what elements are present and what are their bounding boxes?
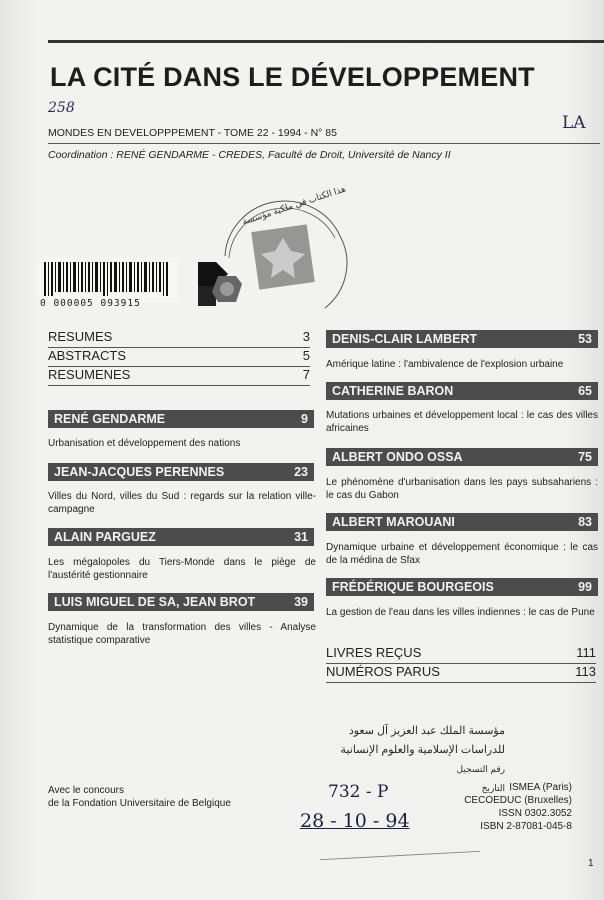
top-rule [48, 40, 604, 43]
publisher-logo [198, 262, 242, 306]
toc-entry-page: 3 [302, 329, 310, 344]
publisher-line: ISSN 0302.3052 [498, 808, 572, 819]
article-title: Le phénomène d'urbanisation dans les pays subsahariens : le cas du Gabon [326, 477, 598, 501]
toc-entry-resumenes [48, 366, 310, 386]
article-page: 99 [578, 580, 592, 594]
stamp-text: هذا الكتاب في ملكية مؤسسة [240, 183, 347, 227]
coordination-line: Coordination : RENÉ GENDARME - CREDES, Faculté de Droit, Université de Nancy II [48, 149, 451, 161]
publisher-line: ISBN 2-87081-045-8 [480, 821, 572, 832]
toc-entry-page: 5 [302, 348, 310, 363]
article-author: ALBERT ONDO OSSA [332, 450, 463, 464]
article-author-bar [326, 448, 598, 466]
stamp-line: التاريخ [481, 783, 505, 793]
stamp-line: مؤسسة الملك عبد العزيز آل سعود [348, 725, 505, 737]
toc-entry-page: 111 [576, 645, 596, 660]
article-author-bar [326, 578, 598, 596]
stamp-line: للدراسات الإسلامية والعلوم الإنسانية [340, 744, 505, 756]
ownership-stamp [215, 183, 355, 326]
article-author: LUIS MIGUEL DE SA, JEAN BROT [54, 595, 256, 609]
footer-support [48, 784, 231, 810]
article-title: La gestion de l'eau dans les villes indiennes : le cas de Pune [326, 607, 595, 618]
toc-entry-label: NUMÉROS PARUS [326, 664, 440, 679]
article-author: RENÉ GENDARME [54, 412, 166, 426]
barcode-number: 0 000005 093915 [40, 298, 141, 309]
toc-entry-page: 113 [575, 664, 596, 679]
article-author-bar [48, 528, 314, 546]
toc-entry-label: LIVRES REÇUS [326, 645, 422, 660]
subtitle-rule [48, 143, 600, 144]
article-author: CATHERINE BARON [332, 384, 454, 398]
article-author-bar [326, 513, 598, 531]
journal-subtitle: MONDES EN DEVELOPPPEMENT - TOME 22 - 1994 - N° 85 [48, 127, 337, 139]
article-author-bar [48, 463, 314, 481]
handwritten-date: 28 - 10 - 94 [300, 810, 410, 832]
stamp-line: رقم التسجيل [456, 764, 505, 774]
toc-entry-label: RESUMES [48, 329, 113, 344]
handwritten-corner-mark: LA [562, 113, 586, 133]
article-author-bar [48, 593, 314, 611]
article-author: DENIS-CLAIR LAMBERT [332, 332, 478, 346]
article-page: 75 [578, 450, 592, 464]
article-title: Urbanisation et développement des nations [48, 438, 241, 449]
article-title: Les mégalopoles du Tiers-Monde dans le piège de l'austérité gestionnaire [48, 557, 316, 581]
page-number: 1 [588, 858, 594, 869]
article-title: Dynamique de la transformation des villes - Analyse statistique comparative [48, 622, 316, 646]
handwritten-register-number: 732 - P [328, 782, 389, 802]
publisher-line: ISMEA (Paris) [509, 782, 572, 793]
toc-entry-livres-recus [326, 644, 596, 664]
stamp-underline [320, 851, 480, 860]
article-page: 65 [578, 384, 592, 398]
publisher-line: CECOEDUC (Bruxelles) [464, 795, 572, 806]
article-title: Villes du Nord, villes du Sud : regards sur la relation ville-campagne [48, 491, 316, 515]
toc-entry-resumes [48, 328, 310, 348]
article-page: 9 [301, 412, 308, 426]
article-author-bar [48, 410, 314, 428]
article-page: 23 [294, 465, 308, 479]
article-title: Mutations urbaines et développement local : le cas des villes africaines [326, 410, 598, 434]
handwritten-number: 258 [48, 100, 75, 116]
footer-line: de la Fondation Universitaire de Belgique [48, 798, 231, 809]
article-page: 83 [578, 515, 592, 529]
barcode [38, 258, 178, 302]
article-author: JEAN-JACQUES PERENNES [54, 465, 225, 479]
article-page: 53 [578, 332, 592, 346]
toc-entry-abstracts [48, 347, 310, 367]
article-page: 39 [294, 595, 308, 609]
article-author: ALAIN PARGUEZ [54, 530, 156, 544]
page-title: LA CITÉ DANS LE DÉVELOPPEMENT [50, 62, 535, 92]
article-author: ALBERT MAROUANI [332, 515, 455, 529]
publisher-info [464, 781, 572, 833]
article-title: Amérique latine : l'ambivalence de l'explosion urbaine [326, 359, 564, 370]
toc-entry-label: RESUMENES [48, 367, 131, 382]
article-author: FRÉDÉRIQUE BOURGEOIS [332, 580, 494, 594]
toc-entry-page: 7 [302, 367, 310, 382]
footer-line: Avec le concours [48, 785, 124, 796]
article-page: 31 [294, 530, 308, 544]
article-title: Dynamique urbaine et développement économique : le cas de la médina de Sfax [326, 542, 598, 566]
article-author-bar [326, 382, 598, 400]
toc-entry-numeros-parus [326, 663, 596, 683]
article-author-bar [326, 330, 598, 348]
toc-entry-label: ABSTRACTS [48, 348, 127, 363]
